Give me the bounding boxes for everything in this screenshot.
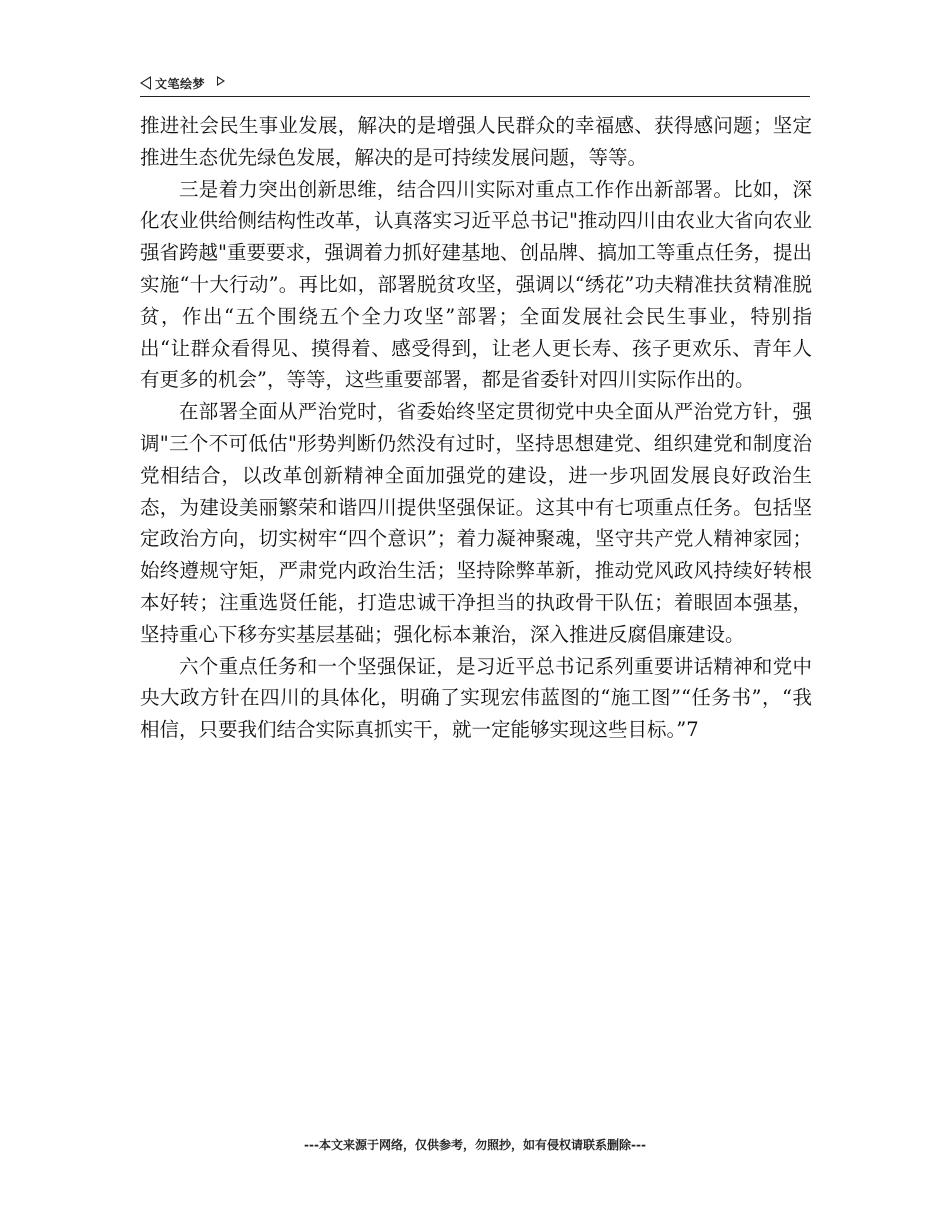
paragraph-3: 在部署全面从严治党时，省委始终坚定贯彻党中央全面从严治党方针，强调"三个不可低估"形势判断仍然没有过时，坚持思想建党、组织建党和制度治党相结合，以改革创新精神全面加强党的建设，进一步巩固发展良好政治生态，为建设美丽繁荣和谐四川提供坚强保证。这其中有七项重点任务。包括坚定政治方向，切实树牢“四个意识”；着力凝神聚魂，坚守共产党人精神家园；始终遵规守矩，严肃党内政治生活；坚持除弊革新，推动党风政风持续好转根本好转；注重选贤任能，打造忠诚干净担当的执政骨干队伍；着眼固本强基，坚持重心下移夯实基层基础；强化标本兼治，深入推进反腐倡廉建设。 [140,400,812,646]
header-brand: 文笔绘梦 [155,76,206,91]
paragraph-4: 六个重点任务和一个坚强保证，是习近平总书记系列重要讲话精神和党中央大政方针在四川的具体化，明确了实现宏伟蓝图的“施工图”“任务书”，“我相信，只要我们结合实际真抓实干，就一定能够实现这些目标。”7 [140,654,812,742]
paragraph-1: 推进社会民生事业发展，解决的是增强人民群众的幸福感、获得感问题；坚定推进生态优先绿色发展，解决的是可持续发展问题，等等。 [140,114,812,169]
document-body [140,110,812,746]
page-header [140,70,810,97]
paragraph-2: 三是着力突出创新思维，结合四川实际对重点工作作出新部署。比如，深化农业供给侧结构性改革，认真落实习近平总书记"推动四川由农业大省向农业强省跨越"重要要求，强调着力抓好建基地、创品牌、搞加工等重点任务，提出实施“十大行动”。再比如，部署脱贫攻坚，强调以“绣花”功夫精准扶贫精准脱贫，作出“五个围绕五个全力攻坚”部署；全面发展社会民生事业，特别指出“让群众看得见、摸得着、感受得到，让老人更长寿、孩子更欢乐、青年人有更多的机会”，等等，这些重要部署，都是省委针对四川实际作出的。 [140,177,812,392]
footer-disclaimer: ---本文来源于网络，仅供参考，勿照抄，如有侵权请联系删除--- [304,1138,646,1152]
triangle-right-icon [217,76,225,86]
triangle-left-icon [140,76,151,90]
